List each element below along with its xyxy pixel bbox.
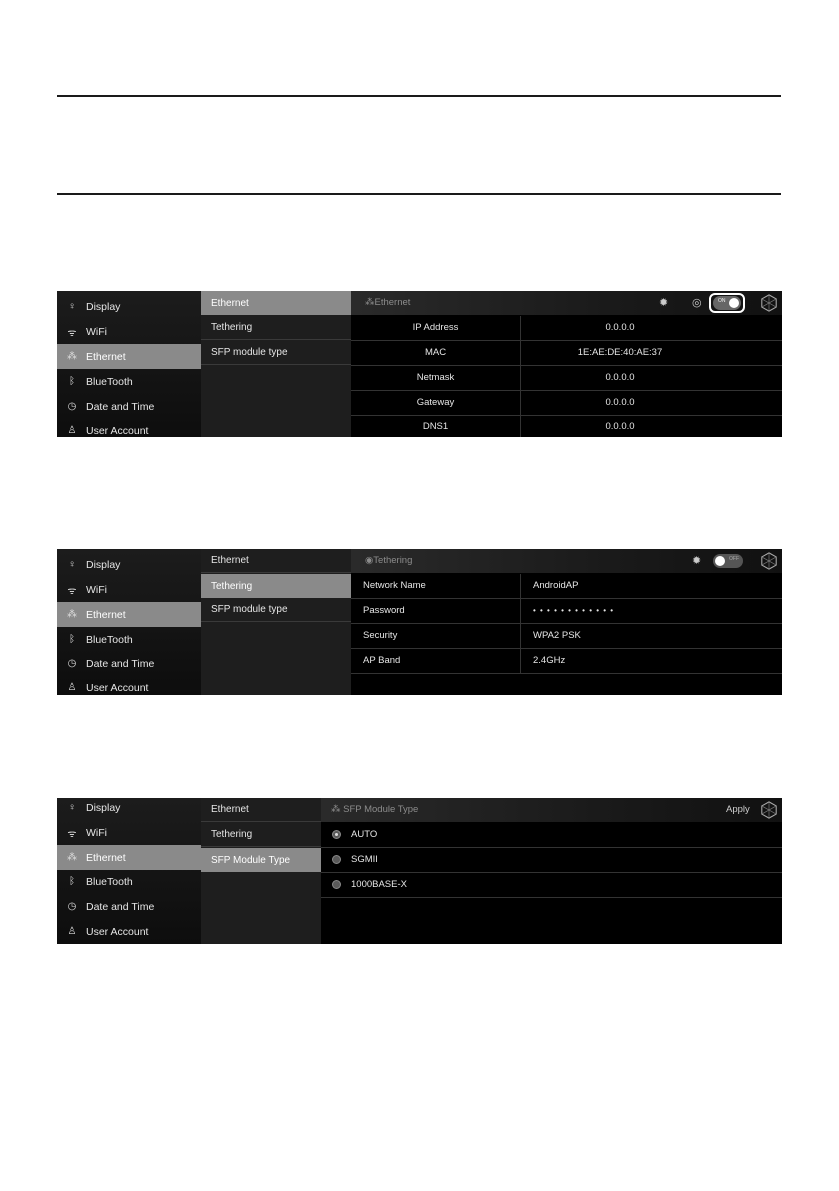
- hexagon-logo-icon[interactable]: [760, 552, 778, 570]
- page-title: ⁂Ethernet: [365, 297, 411, 308]
- option-label: SGMII: [351, 854, 378, 865]
- clock-icon: ◷: [67, 901, 77, 912]
- toggle-label: OFF: [729, 556, 739, 562]
- user-icon: ♙: [67, 425, 77, 436]
- sidebar-item-label: WiFi: [86, 583, 107, 596]
- gear-icon[interactable]: ✹: [659, 297, 669, 309]
- row-label: Gateway: [416, 397, 455, 408]
- sidebar: [57, 291, 201, 437]
- sidebar-item-label: WiFi: [86, 325, 107, 338]
- gear-icon[interactable]: ✹: [692, 555, 702, 567]
- sidebar-item-wifi[interactable]: [57, 577, 201, 602]
- submenu-ethernet[interactable]: Ethernet: [201, 549, 351, 573]
- option-row-auto[interactable]: [321, 823, 782, 848]
- top-rule: [57, 95, 781, 97]
- table-row: [351, 341, 782, 366]
- bluetooth-icon: ᛒ: [69, 876, 75, 887]
- sidebar-item-display[interactable]: [57, 552, 201, 577]
- sidebar-item-label: BlueTooth: [86, 875, 133, 888]
- submenu-tethering[interactable]: Tethering: [201, 316, 351, 340]
- page-title: ◉Tethering: [365, 555, 413, 566]
- row-label: Password: [363, 605, 405, 616]
- sidebar-item-ethernet[interactable]: [57, 602, 201, 627]
- sidebar-item-label: Ethernet: [86, 608, 126, 621]
- hexagon-logo-icon[interactable]: [760, 801, 778, 819]
- clock-icon: ◷: [67, 401, 77, 412]
- sidebar-item-label: User Account: [86, 925, 149, 938]
- table-row: [351, 366, 782, 391]
- sidebar-item-date-time[interactable]: [57, 894, 201, 919]
- bluetooth-icon: ᛒ: [69, 634, 75, 645]
- ethernet-icon: ⁂: [67, 609, 77, 620]
- apply-button[interactable]: Apply: [726, 804, 750, 815]
- sidebar-item-label: Date and Time: [86, 400, 155, 413]
- wifi-icon: ᯤ: [67, 828, 77, 840]
- radio-button-selected[interactable]: [332, 830, 341, 839]
- toggle-label: ON: [718, 298, 726, 304]
- page-title: ⁂ SFP Module Type: [331, 804, 419, 815]
- row-label: Security: [363, 630, 398, 641]
- toggle-knob: [729, 298, 739, 308]
- option-label: AUTO: [351, 829, 378, 840]
- sidebar-item-display[interactable]: [57, 798, 201, 820]
- submenu-tethering[interactable]: Tethering: [201, 574, 351, 598]
- sidebar-item-bluetooth[interactable]: [57, 627, 201, 652]
- option-label: 1000BASE-X: [351, 879, 407, 890]
- row-label: MAC: [424, 347, 447, 358]
- submenu: [201, 798, 321, 944]
- sidebar-item-wifi[interactable]: [57, 820, 201, 845]
- submenu-tethering[interactable]: Tethering: [201, 823, 321, 847]
- sidebar-item-wifi[interactable]: [57, 319, 201, 344]
- submenu-ethernet[interactable]: Ethernet: [201, 798, 321, 822]
- network-status-icon[interactable]: ◎: [692, 297, 702, 309]
- tethering-toggle[interactable]: [713, 554, 743, 568]
- sidebar-item-label: WiFi: [86, 826, 107, 839]
- row-value: 0.0.0.0: [605, 322, 635, 333]
- table-row: [351, 649, 782, 674]
- row-label: IP Address: [412, 322, 459, 333]
- sfp-module-panel: [321, 798, 782, 944]
- sidebar-item-label: Date and Time: [86, 900, 155, 913]
- radio-button[interactable]: [332, 855, 341, 864]
- ethernet-icon: ⁂: [365, 297, 375, 308]
- sidebar-item-label: Ethernet: [86, 350, 126, 363]
- sidebar-item-date-time[interactable]: [57, 651, 201, 676]
- sidebar-item-label: User Account: [86, 681, 149, 694]
- submenu-sfp-module-type[interactable]: SFP Module Type: [201, 848, 321, 872]
- table-row: [351, 599, 782, 624]
- tethering-screenshot: [57, 549, 782, 695]
- sidebar-item-bluetooth[interactable]: [57, 869, 201, 894]
- sidebar-item-label: Display: [86, 801, 121, 814]
- submenu-ethernet[interactable]: Ethernet: [201, 291, 351, 315]
- sidebar-item-user-account[interactable]: [57, 675, 201, 695]
- panel-header: [321, 798, 782, 822]
- radio-button[interactable]: [332, 880, 341, 889]
- row-value: 0.0.0.0: [605, 397, 635, 408]
- ethernet-icon: ⁂: [67, 852, 77, 863]
- user-icon: ♙: [67, 682, 77, 693]
- column-divider: [520, 649, 521, 673]
- sidebar-item-label: Ethernet: [86, 851, 126, 864]
- hotspot-icon: ◉: [365, 555, 374, 566]
- sfp-module-type-screenshot: [57, 798, 782, 944]
- submenu: [201, 291, 351, 437]
- submenu-sfp-module-type[interactable]: SFP module type: [201, 598, 351, 622]
- column-divider: [520, 624, 521, 648]
- sidebar-item-label: BlueTooth: [86, 375, 133, 388]
- table-row: [351, 316, 782, 341]
- row-label: AP Band: [363, 655, 401, 666]
- bottom-rule: [57, 193, 781, 195]
- sidebar-item-label: Display: [86, 300, 121, 313]
- wifi-icon: ᯤ: [67, 327, 77, 339]
- column-divider: [520, 599, 521, 623]
- ethernet-panel: [351, 291, 782, 437]
- bulb-icon: ♀: [68, 301, 76, 312]
- bulb-icon: ♀: [68, 559, 76, 570]
- sidebar-item-label: BlueTooth: [86, 633, 133, 646]
- row-value: 1E:AE:DE:40:AE:37: [577, 347, 663, 358]
- option-row-sgmii[interactable]: [321, 848, 782, 873]
- row-label: Network Name: [363, 580, 426, 591]
- sidebar-item-label: Display: [86, 558, 121, 571]
- table-row: [351, 391, 782, 416]
- option-row-1000base-x[interactable]: [321, 873, 782, 898]
- bluetooth-icon: ᛒ: [69, 376, 75, 387]
- column-divider: [520, 574, 521, 598]
- clock-icon: ◷: [67, 658, 77, 669]
- panel-header: [351, 549, 782, 573]
- ethernet-screenshot: [57, 291, 782, 437]
- submenu-sfp-module-type[interactable]: SFP module type: [201, 341, 351, 365]
- ethernet-icon: ⁂: [67, 351, 77, 362]
- sidebar: [57, 798, 201, 944]
- toggle-knob: [715, 556, 725, 566]
- table-row: [351, 624, 782, 649]
- row-value: 0.0.0.0: [605, 372, 635, 383]
- table-row: [351, 574, 782, 599]
- table-row: [351, 415, 782, 437]
- sidebar-item-label: Date and Time: [86, 657, 155, 670]
- sidebar-item-ethernet[interactable]: [57, 845, 201, 870]
- sidebar-item-ethernet[interactable]: [57, 344, 201, 369]
- row-value: AndroidAP: [533, 580, 579, 591]
- ethernet-icon: ⁂: [331, 804, 344, 815]
- user-icon: ♙: [67, 926, 77, 937]
- panel-header: [351, 291, 782, 315]
- submenu: [201, 549, 351, 695]
- tethering-panel: [351, 549, 782, 695]
- row-label: DNS1: [422, 421, 449, 432]
- sidebar: [57, 549, 201, 695]
- sidebar-item-user-account[interactable]: [57, 919, 201, 944]
- sidebar-item-display[interactable]: [57, 294, 201, 319]
- sidebar-item-user-account[interactable]: [57, 418, 201, 437]
- row-value: WPA2 PSK: [533, 630, 581, 641]
- ethernet-toggle[interactable]: [713, 296, 741, 310]
- bulb-icon: ♀: [68, 802, 76, 813]
- row-value: 0.0.0.0: [605, 421, 635, 432]
- password-value: • • • • • • • • • • • •: [533, 606, 615, 615]
- hexagon-logo-icon[interactable]: [760, 294, 778, 312]
- row-value: 2.4GHz: [533, 655, 566, 666]
- sidebar-item-date-time[interactable]: [57, 394, 201, 419]
- sidebar-item-label: User Account: [86, 424, 149, 437]
- wifi-icon: ᯤ: [67, 585, 77, 597]
- row-label: Netmask: [416, 372, 455, 383]
- sidebar-item-bluetooth[interactable]: [57, 369, 201, 394]
